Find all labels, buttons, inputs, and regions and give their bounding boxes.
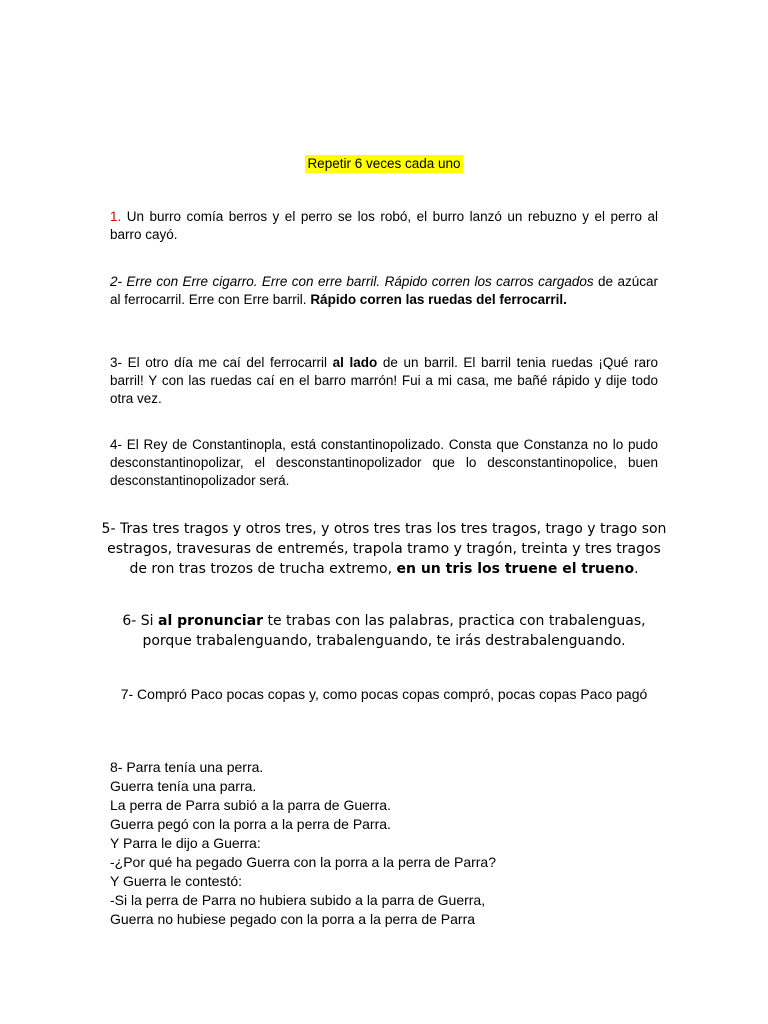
item-2-italic-text: 2- Erre con Erre cigarro. Erre con erre barril. Rápido corren los carros cargados xyxy=(110,274,594,289)
item-6 xyxy=(110,611,658,651)
item-5-bold-text: en un tris los truene el trueno xyxy=(396,561,635,577)
item-1-text: Un burro comía berros y el perro se los robó, el burro lanzó un rebuzno y el perro al barro cayó. xyxy=(110,209,658,242)
item-8-line: Guerra no hubiese pegado con la porra a la perra de Parra xyxy=(110,911,476,927)
item-3-text-b: de un barril. El barril tenia ruedas ¡Qué raro barril! Y con las ruedas caí en el barro marrón! Fui a mi casa, me bañé rápido y dije todo otra vez. xyxy=(110,355,658,406)
item-4-text: 4- El Rey de Constantinopla, está constantinopolizado. Consta que Constanza no lo pudo desconstantinopolizar, el desconstantinopolizador que lo desconstantinopolice, buen desconstantinopolizador será. xyxy=(110,437,658,488)
item-8-line: La perra de Parra subió a la parra de Guerra. xyxy=(110,797,391,813)
item-1 xyxy=(110,208,658,244)
item-5 xyxy=(100,519,668,579)
item-7-text: 7- Compró Paco pocas copas y, como pocas copas compró, pocas copas Paco pagó xyxy=(120,686,648,702)
item-4 xyxy=(110,436,658,490)
item-3-text-a: 3- El otro día me caí del ferrocarril xyxy=(110,355,333,370)
item-5-text-a: 5- Tras tres tragos y otros tres, y otros tres tras los tres tragos, trago y trago son estragos, travesuras de entremés, trapola tramo y tragón, treinta y tres tragos de ron tras trozos de trucha extremo, xyxy=(101,521,667,577)
item-8 xyxy=(110,758,670,929)
item-8-line: Y Parra le dijo a Guerra: xyxy=(110,835,261,851)
item-6-bold-text: al pronunciar xyxy=(158,613,264,629)
item-8-line: 8- Parra tenía una perra. xyxy=(110,759,264,775)
item-8-line: Guerra pegó con la porra a la perra de Parra. xyxy=(110,816,391,832)
item-3-bold-text: al lado xyxy=(332,355,378,370)
page-title: Repetir 6 veces cada uno xyxy=(307,156,461,171)
item-2-bold-text: Rápido corren las ruedas del ferrocarril. xyxy=(310,292,567,307)
item-2 xyxy=(110,273,658,309)
item-7 xyxy=(100,684,668,704)
item-3 xyxy=(110,354,658,408)
item-2-plain-text: de azúcar al ferrocarril. Erre con Erre barril. xyxy=(110,274,658,307)
item-8-line: -¿Por qué ha pegado Guerra con la porra a la perra de Parra? xyxy=(110,854,497,870)
item-6-text-a: 6- Si xyxy=(122,613,159,629)
item-8-line: Y Guerra le contestó: xyxy=(110,873,243,889)
item-8-line: -Si la perra de Parra no hubiera subido a la parra de Guerra, xyxy=(110,892,486,908)
item-1-number: 1. xyxy=(110,209,122,224)
title-container xyxy=(0,155,768,173)
item-5-text-b: . xyxy=(634,561,639,577)
item-6-text-b: te trabas con las palabras, practica con trabalenguas, porque trabalenguando, trabalenguando, te irás destrabalenguando. xyxy=(142,613,646,649)
item-8-line: Guerra tenía una parra. xyxy=(110,778,257,794)
